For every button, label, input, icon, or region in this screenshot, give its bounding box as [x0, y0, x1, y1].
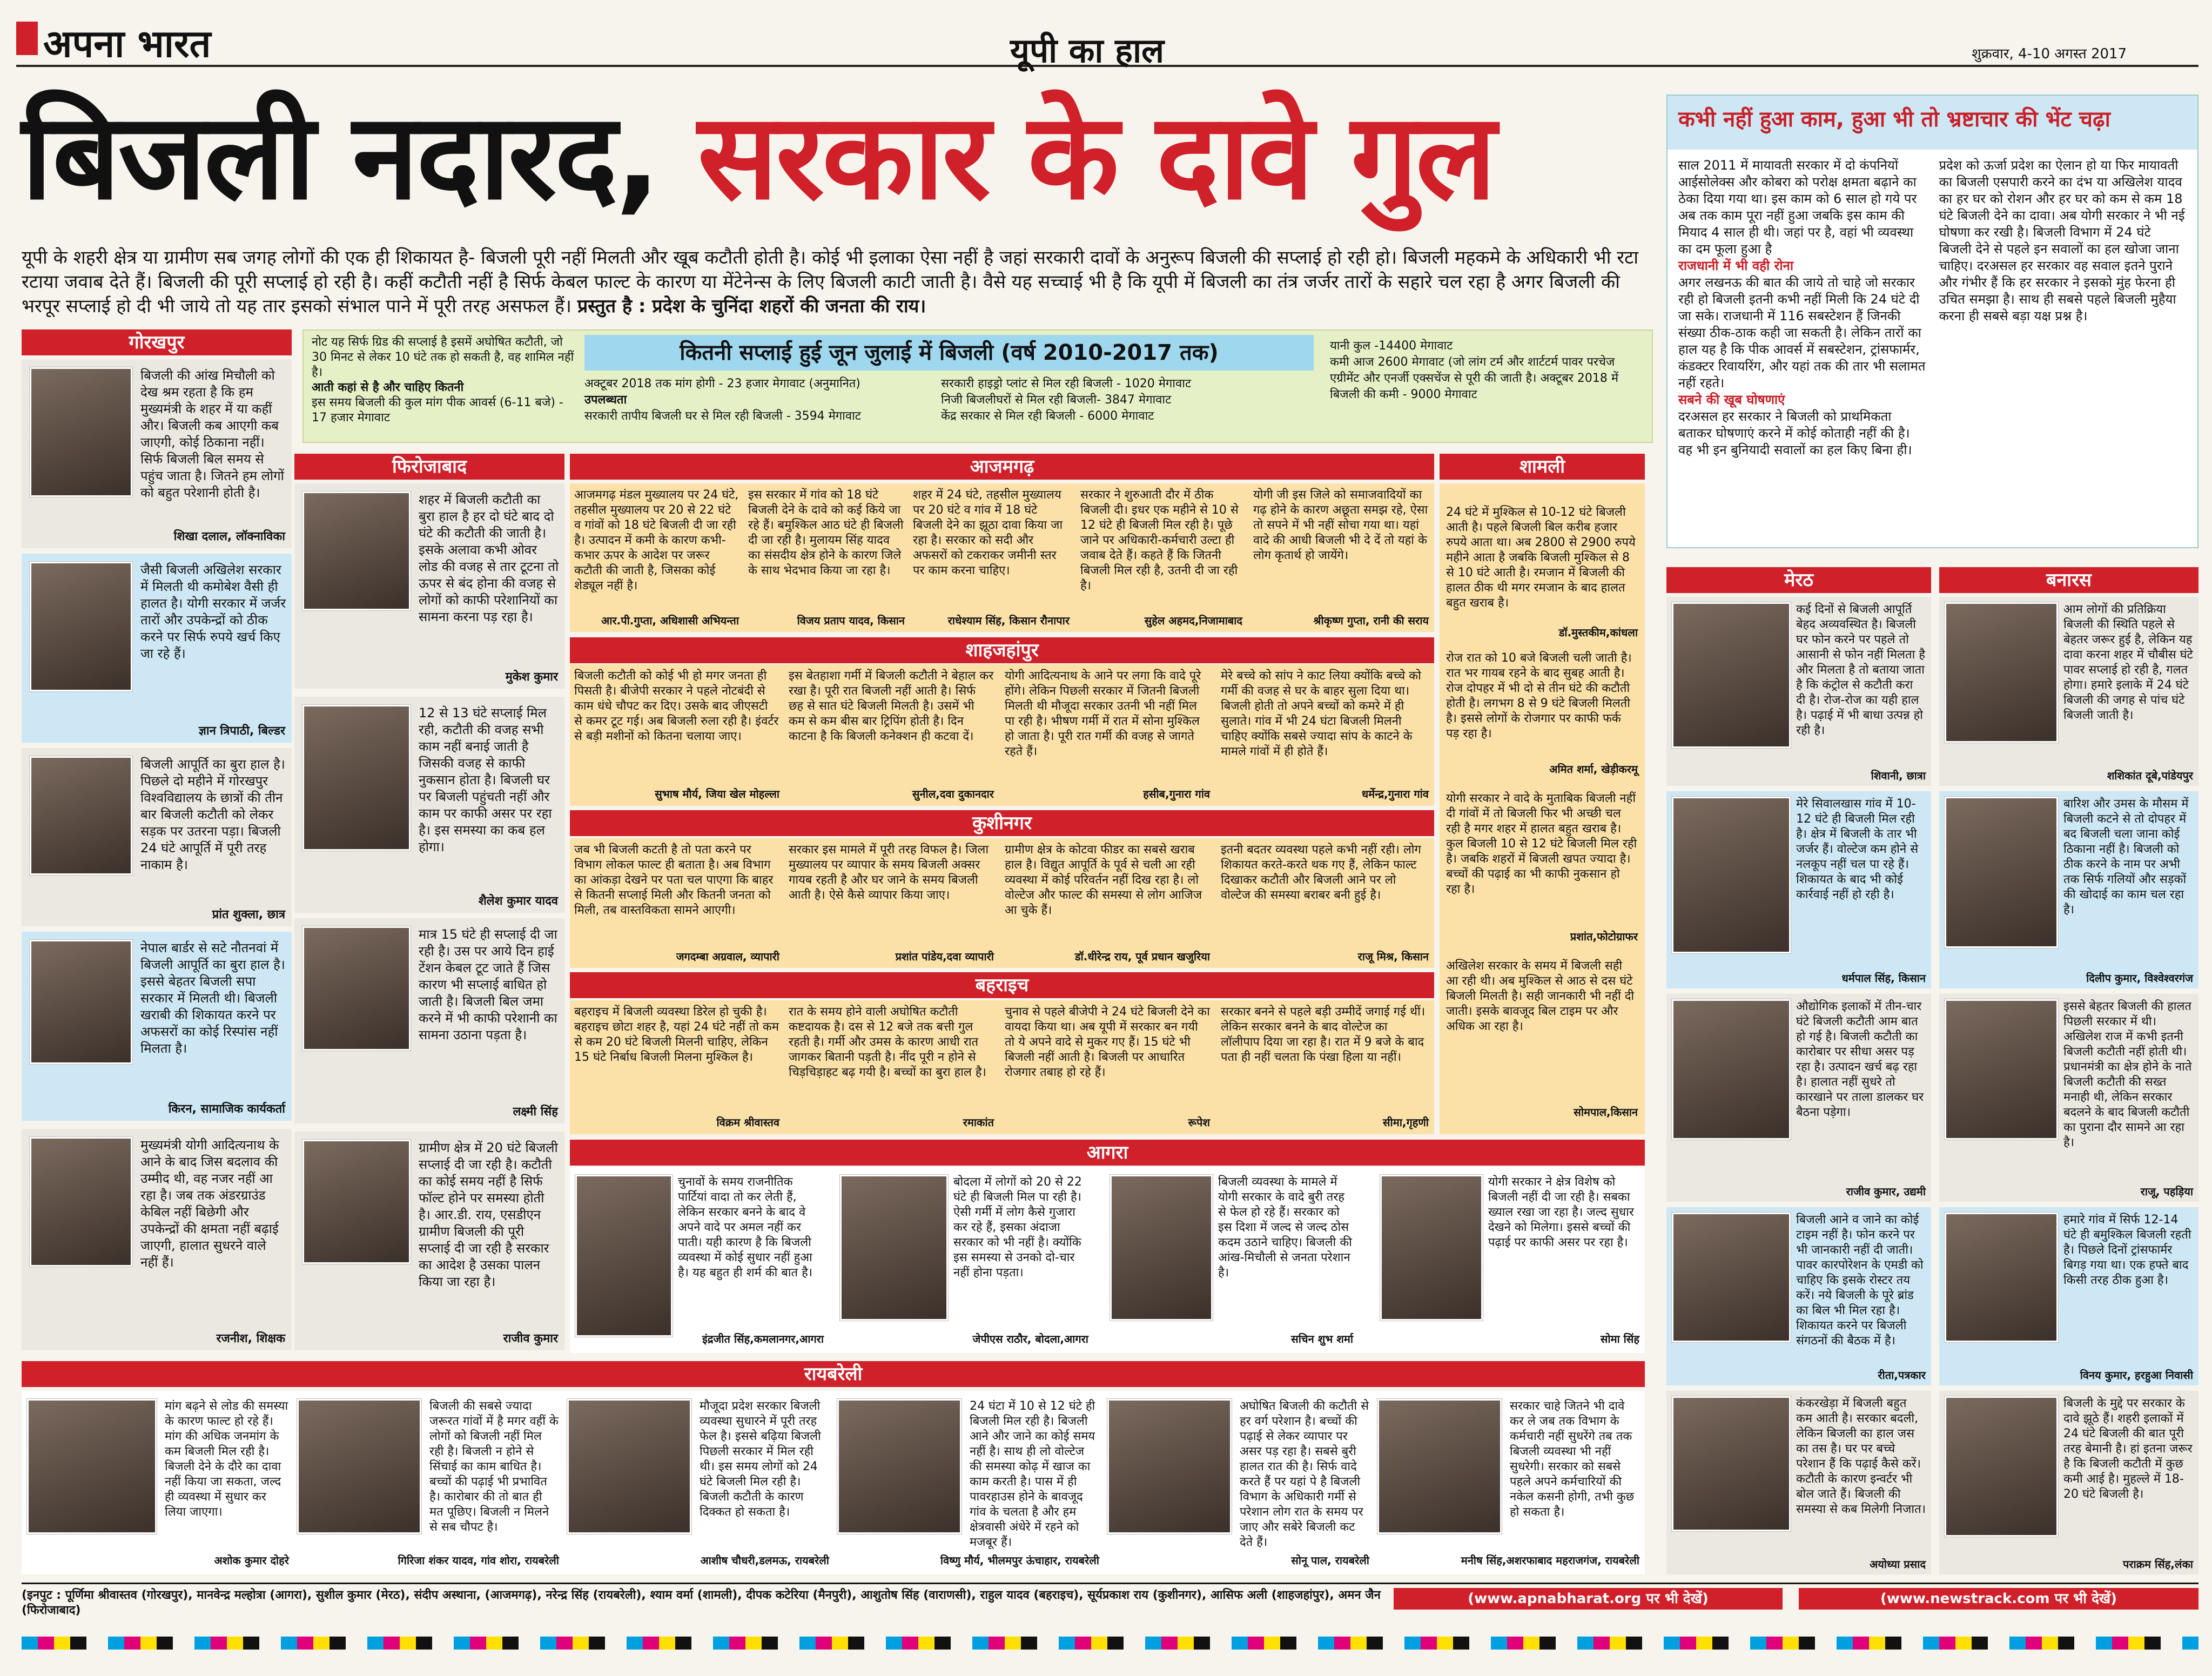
bahraich-panel — [570, 1000, 1434, 1134]
opinion-text: बोदला में लोगों को 20 से 22 घंटे ही बिजली मिल पा रही है। ऐसी गर्मी में लोग कैसे गुजारा कर रहे हैं, इसका अंदाजा सरकार को भी नहीं है। क्योंकि इस समस्या से उनको दो-चार नहीं होना पड़ता। — [953, 1175, 1082, 1280]
gorakhpur-card-2 — [22, 554, 292, 743]
opinion-name: इंद्रजीत सिंह,कमलानगर,आगरा — [702, 1332, 824, 1345]
firozabad-card-3 — [294, 918, 564, 1123]
opinion-name: रीता,पत्रकार — [1878, 1369, 1926, 1382]
opinion-name: शिखा दलाल, लॉक्नाविका — [173, 530, 285, 543]
opinion-name: मुकेश कुमार — [505, 670, 558, 684]
header-azamgarh: आजमगढ़ — [570, 454, 1434, 480]
opinion-text: आम लोगों की प्रतिक्रिया बिजली की स्थिति पहले से बेहतर जरूर हुई है, लेकिन यह दावा करना शहर में चौबीस घंटे पावर सप्लाई हो रही है, गलत होगा। हमारे इलाके में 24 घंटे बिजली की जगह से पांच घंटे बिजली जाती है। — [2063, 603, 2193, 722]
opinion-text: 12 से 13 घंटे सप्लाई मिल रही, कटौती की वजह सभी काम नहीं बनाई जाती है जिसकी वजह से काफी नुकसान होता है। बिजली घर पर बिजली पहुंचती नहीं और काम पर काफी असर पर रहा है। इस समस्या का कब हल होगा। — [419, 705, 552, 854]
avatar — [30, 562, 132, 691]
opinion-name: राजीव कुमार, उद्यमी — [1846, 1185, 1926, 1198]
firozabad-card-1 — [294, 483, 564, 689]
supply-note: नोट यह सिर्फ ग्रिड की सप्लाई है इसमें अघोषित कटौती, जो 30 मिनट से लेकर 10 घंटे तक हो सकती है, वह शामिल नहीं है। — [312, 335, 574, 379]
opinion-name: धर्मेन्द्र,गुनारा गांव — [1361, 787, 1429, 800]
avatar — [1110, 1175, 1213, 1321]
intro-text — [22, 246, 1658, 319]
avatar — [1380, 1175, 1483, 1321]
opinion-name: विष्णु मौर्य, भीलमपुर ऊंचाहार, रायबरेली — [940, 1554, 1099, 1567]
opinion-text: इस बेतहाशा गर्मी में बिजली कटौती ने बेहाल कर रखा है। पूरी रात बिजली नहीं आती है। सिर्फ छह से सात घंटे बिजली मिलती है। उसमें भी कम से कम बीस बार ट्रिपिंग होती है। दिन काटना है कि बिजली कनेक्शन ही कटवा दें। — [789, 669, 994, 743]
opinion-text: बिजली की सबसे ज्यादा जरूरत गांवों में है मगर वहीं के लोगों को बिजली नहीं मिल रही है। बिजली न होने से सिंचाई का काम बाधित है। बच्चों की पढ़ाई भी प्रभावित है। कारोबार की तो बात ही मत पूछिए। बिजली न मिलने से सब चौपट है। — [429, 1399, 559, 1534]
opinion-text: रोज रात को 10 बजे बिजली चली जाती है। रात भर गायब रहने के बाद सुबह आती है। रोज दोपहर में भी दो से तीन घंटे की कटौती होती है। लगभग 8 से 9 घंटे बिजली मिलती है। इससे लोगों के रोजगार पर काफी फर्क पड़ रहा है। — [1446, 651, 1632, 741]
avatar — [840, 1175, 948, 1321]
opinion-text: सरकार चाहे जितने भी दावे कर ले जब तक विभाग के कर्मचारी नहीं सुधरेंगे तब तक बिजली व्यवस्था भी नहीं सुधरेगी। सरकार को सबसे पहले अपने कर्मचारियों की नकेल कसनी होगी, तभी कुछ हो सकता है। — [1510, 1399, 1635, 1519]
avatar — [30, 1137, 132, 1267]
opinion-text: बिजली आपूर्ति का बुरा हाल है। पिछले दो महीने में गोरखपुर विश्वविद्यालय के छात्रों की तीन बार बिजली कटौती को लेकर सड़क पर उतरना पड़ा। बिजली 24 घंटे आपूर्ति में पूरी तरह नाकाम है। — [140, 757, 285, 872]
meerut-card-1 — [1666, 597, 1931, 786]
gorakhpur-card-3 — [22, 748, 292, 926]
header-raebareli: रायबरेली — [22, 1361, 1645, 1387]
opinion-name: शशिकांत दूबे,पांडेयपुर — [2107, 769, 2193, 782]
opinion-name: श्रीकृष्ण गुप्ता, रानी की सराय — [1313, 614, 1429, 627]
opinion-text: बारिश और उमस के मौसम में बिजली कटने से तो दोपहर में बद बिजली चला जाना कोई ठिकाना नहीं है। बिजली को ठीक करने के नाम पर अभी तक सिर्फ गलियों और सड़कों की खोदाई का काम चल रहा है। — [2063, 797, 2189, 917]
banaras-card-3 — [1939, 994, 2198, 1202]
opinion-text: सरकार इस मामले में पूरी तरह विफल है। जिला मुख्यालय पर व्यापार के समय बिजली अक्सर गायब रहती है और घर जाने के समय बिजली आती है। ऐसे कैसे व्यापार किया जाए। — [789, 843, 989, 902]
header-shamli: शामली — [1440, 454, 1645, 480]
azamgarh-panel — [570, 483, 1434, 632]
supply-short: कमी आज 2600 मेगावाट (जो लांग टर्म और शार्टटर्म पावर परचेज एग्रीमेंट और एनर्जी एक्सचेंज से पूरी की जाती है। अक्टूबर 2018 में बिजली की कमी - 9000 मेगावाट — [1330, 355, 1619, 401]
opinion-text: मौजूदा प्रदेश सरकार बिजली व्यवस्था सुधारने में पूरी तरह फेल है। इससे बढ़िया बिजली पिछली सरकार में मिल रही थी। इस समय लोगों को 24 घंटे बिजली मिल रही है। बिजली कटौती के कारण दिक्कत हो सकता है। — [700, 1399, 821, 1519]
opinion-name: अशोक कुमार दोहरे — [214, 1554, 289, 1567]
avatar — [302, 926, 411, 1051]
opinion-name: विनय कुमार, हरहुआ निवासी — [2080, 1369, 2193, 1382]
banaras-card-2 — [1939, 791, 2198, 988]
opinion-text: सरकार बनने से पहले बड़ी उम्मीदें जगाई गई थीं। लेकिन सरकार बनने के बाद वोल्टेज का लॉलीपाप दिया जा रहा है। रात में 9 बजे के बाद पता ही नहीं चलता कि पंखा हिला या नहीं। — [1221, 1005, 1426, 1064]
shamli-panel — [1440, 483, 1645, 1134]
avatar — [1107, 1399, 1232, 1534]
opinion-name: अयोध्या प्रसाद — [1869, 1558, 1926, 1571]
avatar — [27, 1399, 157, 1534]
avatar — [837, 1399, 962, 1534]
banaras-card-4 — [1939, 1207, 2198, 1385]
gorakhpur-card-4 — [22, 932, 292, 1121]
agra-panel — [570, 1167, 1645, 1353]
avatar — [297, 1399, 421, 1534]
avatar — [1672, 1396, 1791, 1531]
opinion-name: मनीष सिंह,अशरफाबाद महराजगंज, रायबरेली — [1461, 1554, 1639, 1567]
opinion-name: डॉ.धीरेन्द्र राय, पूर्व प्रधान खजुरिया — [1074, 950, 1210, 963]
opinion-name: हसीब,गुनारा गांव — [1143, 787, 1210, 800]
opinion-name: प्रांत शुक्ला, छात्र — [212, 908, 285, 921]
sidebar-col1c: दरअसल हर सरकार ने बिजली को प्राथमिकता बताकर घोषणाएं करने में कोई कोताही नहीं की है। वह भी इन बुनियादी सवालों का हल किए बिना ही। — [1678, 409, 1912, 457]
intro-credit: प्रस्तुत है : प्रदेश के चुनिंदा शहरों की जनता की राय। — [577, 295, 926, 317]
opinion-text: मेरे सिवालखास गांव में 10-12 घंटे ही बिजली मिल रही है। क्षेत्र में बिजली के तार भी जर्जर हैं। वोल्टेज कम होने से नलकूप नहीं चल पा रहे हैं। शिकायत के बाद भी कोई कार्रवाई नहीं हो रही है। — [1796, 797, 1919, 901]
opinion-name: राजू, पहड़िया — [2140, 1185, 2193, 1198]
opinion-name: राधेश्याम सिंह, किसान रौनापार — [947, 614, 1070, 627]
sidebar-col1-sub: राजधानी में भी वही रोना — [1678, 258, 1794, 273]
opinion-name: किरन, सामाजिक कार्यकर्ता — [168, 1102, 285, 1116]
opinion-name: पराक्रम सिंह,लंका — [2122, 1558, 2193, 1571]
firozabad-card-4 — [294, 1132, 564, 1350]
sidebar-col1-sub2: सबने की खूब घोषणाएं — [1678, 392, 1785, 407]
opinion-text: अखिलेश सरकार के समय में बिजली सही आ रही थी। अब मुश्किल से आठ से दस घंटे बिजली मिलती है। सही जानकारी भी नहीं दी जाती। इसके बावजूद बिल टाइम पर और अधिक आ रहा है। — [1446, 959, 1635, 1033]
opinion-text: हमारे गांव में सिर्फ 12-14 घंटे ही बमुश्किल बिजली रहती है। पिछले दिनों ट्रांसफार्मर बिगड़ गया था। एक हफ्ते बाद किसी तरह ठीक हुआ है। — [2063, 1213, 2191, 1287]
header-agra: आगरा — [570, 1140, 1645, 1166]
opinion-text: बिजली की आंख मिचौली को देख श्रम रहता है कि हम मुख्यमंत्री के शहर में या कहीं और। बिजली कब आएगी कब जाएगी, कोई ठिकाना नहीं। सिर्फ बिजली बिल समय से पहुंच जाता है। जितने हम लोगों को बहुत परेशानी होती है। — [140, 368, 284, 500]
avatar — [302, 705, 411, 851]
banaras-card-1 — [1939, 597, 2198, 786]
avatar — [1945, 1396, 2058, 1537]
opinion-text: योगी जी इस जिले को समाजवादियों का गढ़ होने के कारण अछूता समझ रहे, ऐसा तो सपने में भी नहीं सोचा गया था। यहां वादे की आधी बिजली भी दे दें तो यहां के लोग कृतार्थ हो जायेंगे। — [1253, 488, 1428, 562]
meerut-card-4 — [1666, 1207, 1931, 1385]
avatar — [30, 940, 132, 1064]
opinion-text: बहराइच में बिजली व्यवस्था डिरेल हो चुकी है। बहराइच छोटा शहर है, यहां 24 घंटे नहीं तो कम से कम 20 घंटे बिजली मिलनी चाहिए, लेकिन 15 घंटे निर्बाध बिजली मिलना मुश्किल है। — [574, 1005, 779, 1064]
banaras-card-5 — [1939, 1391, 2198, 1574]
opinion-name: अमित शर्मा, खेड़ीकरमू — [1549, 763, 1638, 776]
gorakhpur-card-5 — [22, 1129, 292, 1350]
headline-part1: बिजली नदारद, — [22, 87, 658, 226]
headline — [22, 87, 1494, 226]
supply-b1: अक्टूबर 2018 तक मांग होगी - 23 हजार मेगावाट (अनुमानित) — [584, 377, 860, 391]
footer-url-1[interactable]: (www.apnabharat.org पर भी देखें) — [1394, 1588, 1783, 1610]
registration-strip — [22, 1637, 2198, 1650]
opinion-text: मात्र 15 घंटे ही सप्लाई दी जा रही है। उस पर आये दिन हाई टेंशन केबल टूट जाते हैं जिस कारण भी सप्लाई बाधित हो जाती है। बिजली बिल जमा करने में भी काफी परेशानी का सामना उठाना पड़ता है। — [419, 927, 557, 1042]
opinion-name: सचिन शुभ शर्मा — [1291, 1332, 1353, 1345]
header-gorakhpur: गोरखपुर — [22, 329, 292, 355]
opinion-text: मेरे बच्चे को सांप ने काट लिया क्योंकि बच्चे को गर्मी की वजह से घर के बाहर सुला दिया था। बिजली होती तो अपने बच्चों को कमरे में ही सुलाते। गांव में भी 24 घंटा बिजली मिलनी चाहिए क्योंकि सबसे ज्यादा सांप के काटने के मामले गांवों में ही होते हैं। — [1221, 669, 1421, 758]
opinion-text: योगी सरकार ने क्षेत्र विशेष को बिजली नहीं दी जा रही है। सबका ख्याल रखा जा रहा है। जल्द सुधार देखने को मिलेगा। इससे बच्चों की पढ़ाई पर काफी असर पर रहा है। — [1488, 1175, 1634, 1249]
date: शुक्रवार, 4-10 अगस्त 2017 — [1972, 46, 2127, 62]
supply-need-title: आती कहां से है और चाहिए कितनी — [312, 381, 464, 394]
opinion-text: आजमगढ़ मंडल मुख्यालय पर 24 घंटे, तहसील मुख्यालय पर 20 से 22 घंटे व गांवों को 18 घंटे बिजली दी जा रही है। उत्पादन में कमी के कारण कभी-कभार ऊपर के आदेश पर जरूर कटौती की जाती है, जिसका कोई शेड्यूल नहीं है। — [574, 488, 739, 593]
supply-box — [302, 329, 1653, 443]
opinion-text: बिजली के मुद्दे पर सरकार के दावे झूठे हैं। शहरी इलाकों में 24 घंटे बिजली की बात पूरी तरह बेमानी है। हां इतना जरूर है कि बिजली कटौती में कुछ कमी आई है। मुहल्ले में 18-20 घंटे बिजली है। — [2063, 1397, 2193, 1501]
opinion-name: रमाकांत — [963, 1116, 994, 1129]
opinion-text: बिजली आने व जाने का कोई टाइम नहीं है। फोन करने पर भी जानकारी नहीं दी जाती। पावर कारपोरेशन के एमडी को चाहिए कि इसके रोस्टर तय करें। नये बिजली के पूरे ब्रांड का बिल भी मिल रहा है। शिकायत करने पर बिजली संगठनों की बैठक में है। — [1796, 1213, 1924, 1348]
opinion-name: सुनील,दवा दुकानदार — [912, 787, 994, 800]
opinion-text: 24 घंटा में 10 से 12 घंटे ही बिजली मिल रही है। बिजली आने और जाने का कोई समय नहीं है। साथ ही लो वोल्टेज की समस्या कोढ़ में खाज का काम करती है। पास में ही पावरहाउस होने के बावजूद गांव के चलता है और हम क्षेत्रवासी अंधेरे में रहने को मजबूर हैं। — [970, 1399, 1095, 1549]
header-shahjahanpur: शाहजहांपुर — [570, 637, 1434, 663]
supply-b3: सरकारी हाइड्रो प्लांट से मिल रही बिजली - 1020 मेगावाट — [941, 377, 1192, 391]
opinion-text: इससे बेहतर बिजली की हालत पिछली सरकार में थी। अखिलेश राज में कभी इतनी बिजली कटौती नहीं होती थी। प्रधानमंत्री का क्षेत्र होने के नाते बिजली कटौती की सख्त मनाही थी, लेकिन सरकार बदलने के बाद बिजली कटौती का पुराना दौर सामने आ रहा है। — [2063, 1000, 2192, 1149]
avatar — [1945, 797, 2058, 948]
gorakhpur-card-1 — [22, 359, 292, 548]
opinion-text: नेपाल बार्डर से सटे नौतनवां में बिजली आपूर्ति का बुरा हाल है। इससे बेहतर बिजली सपा सरकार में मिलती थी। बिजली खराबी की शिकायत करने पर अफसरों का कोई रिस्पांस नहीं मिलता है। — [140, 940, 285, 1056]
opinion-text: इतनी बदतर व्यवस्था पहले कभी नहीं रही। लोग शिकायत करते-करते थक गए हैं, लेकिन फाल्ट दिखाकर कटौती और बिजली आने पर लो वोल्टेज की समस्या बराबर बनी हुई है। — [1221, 843, 1421, 902]
opinion-text: बिजली व्यवस्था के मामले में योगी सरकार के वादे बुरी तरह से फेल हो रहे हैं। सरकार को इस दिशा में जल्द से जल्द ठोस कदम उठाने चाहिए। बिजली की आंख-मिचौली से जनता परेशान है। — [1218, 1175, 1352, 1280]
opinion-name: शिवानी, छात्रा — [1871, 769, 1926, 782]
avatar — [1377, 1399, 1502, 1534]
opinion-text: जब भी बिजली कटती है तो पता करने पर विभाग लोकल फाल्ट ही बताता है। अब विभाग का आंकड़ा देखने पर पता चल पाएगा कि बाहर से कितनी सप्लाई मिली और कितनी जनता को मिली, तब वास्तविकता सामने आएगी। — [574, 843, 774, 917]
avatar — [30, 367, 132, 497]
opinion-name: जेपीएस राठौर, बोदला,आगरा — [972, 1332, 1088, 1345]
opinion-text: योगी सरकार ने वादे के मुताबिक बिजली नहीं दी गांवों में तो बिजली फिर भी अच्छी चल रही है मगर शहर में हालत बहुत खराब है। कुल बिजली 10 से 12 घंटे बिजली मिल रही है। जबकि शहरों में बिजली खपत ज्यादा है। बच्चों की पढ़ाई का भी काफी नुकसान हो रहा है। — [1446, 792, 1637, 896]
avatar — [1945, 602, 2058, 743]
meerut-card-2 — [1666, 791, 1931, 988]
supply-b5: केंद्र सरकार से मिल रही बिजली - 6000 मेगावाट — [941, 409, 1154, 423]
supply-total: यानी कुल -14400 मेगावाट — [1330, 339, 1453, 353]
opinion-text: जैसी बिजली अखिलेश सरकार में मिलती थी कमोबेश वैसी ही हालत है। योगी सरकार में जर्जर तारों और उपकेन्द्रों को ठीक करने पर सिर्फ रुपये खर्च किए जा रहे हैं। — [140, 562, 286, 661]
opinion-name: राजू मिश्र, किसान — [1357, 950, 1429, 963]
avatar — [302, 492, 411, 610]
opinion-text: शहर में बिजली कटौती का बुरा हाल है हर दो घंटे बाद दो घंटे की कटौती की जाती है। इसके अलावा कभी ओवर लोड की वजह से तार टूटना तो ऊपर से बंद होना की वजह से लोगों को काफी परेशानियों का सामना करना पड़ रहा है। — [419, 492, 559, 624]
intro-body: यूपी के शहरी क्षेत्र या ग्रामीण सब जगह लोगों की एक ही शिकायत है- बिजली पूरी नहीं मिलती और खूब कटौती होती है। कोई भी इलाका ऐसा नहीं है जहां सरकारी दावों के अनुरूप बिजली की सप्लाई हो रही हो। बिजली महकमे के अधिकारी भी रटा रटाया जवाब देते हैं। बिजली की पूरी सप्लाई हो रही है। कहीं कटौती नहीं है सिर्फ केबल फाल्ट के कारण या मेंटेनेन्स के लिए बिजली काटी जाती है। वैसे यह सच्चाई भी है कि यूपी में बिजली का तंत्र जर्जर तारों के सहारे चल रहा है अगर बिजली की भरपूर सप्लाई हो दी भी जाये तो यह तार इसको संभाल पाने में पूरी तरह असफल हैं। — [22, 247, 1639, 317]
sidebar-title: कभी नहीं हुआ काम, हुआ भी तो भ्रष्टाचार की भेंट चढ़ा — [1668, 96, 2197, 150]
opinion-name: रूपेश — [1188, 1116, 1210, 1129]
opinion-name: धर्मपाल सिंह, किसान — [1841, 972, 1926, 985]
supply-b1h: उपलब्धता — [584, 393, 627, 407]
header-bahraich: बहराइच — [570, 972, 1434, 998]
avatar — [1945, 999, 2058, 1140]
footer-url-2[interactable]: (www.newstrack.com पर भी देखें) — [1799, 1588, 2198, 1610]
opinion-text: औद्योगिक इलाकों में तीन-चार घंटे बिजली कटौती आम बात हो गई है। बिजली कटौती का कारोबार पर सीधा असर पड़ रहा है। उत्पादन खर्च बढ़ रहा है। हालात नहीं सुधरे तो कारखाने पर ताला डालकर घर बैठना पड़ेगा। — [1796, 1000, 1924, 1119]
meerut-card-3 — [1666, 994, 1931, 1202]
shahjahanpur-panel — [570, 664, 1434, 806]
opinion-name: सोमा सिंह — [1600, 1332, 1639, 1345]
opinion-name: जगदम्बा अग्रवाल, व्यापारी — [676, 950, 779, 963]
opinion-name: विक्रम श्रीवास्तव — [716, 1116, 779, 1129]
footer-credits: (इनपुट : पूर्णिमा श्रीवास्तव (गोरखपुर), मानवेन्द्र मल्होत्रा (आगरा), सुशील कुमार (मेरठ), संदीप अस्थाना, (आजमगढ़), नरेन्द्र सिंह (रायबरेली), श्याम वर्मा (शामली), दीपक कटेरिया (मैनपुरी), आशुतोष सिंह (वाराणसी), राहुल यादव (बहराइच), सूर्यप्रकाश राय (कुशीनगर), आसिफ अली (शाहजहांपुर), अमन जैन (फिरोजाबाद) — [22, 1589, 1381, 1617]
opinion-name: आर.पी.गुप्ता, अधिशासी अभियन्ता — [601, 614, 739, 627]
opinion-name: सीमा,गृहणी — [1383, 1116, 1429, 1129]
avatar — [575, 1175, 673, 1337]
opinion-text: मांग बढ़ने से लोड की समस्या के कारण फाल्ट हो रहे हैं। मांग की अधिक जनमांग के कम बिजली मिल रही है। बिजली देने के दौरे का दावा नहीं किया जा सकता, जल्द ही व्यवस्था में सुधार कर लिया जाएगा। — [165, 1399, 288, 1519]
opinion-text: योगी आदित्यनाथ के आने पर लगा कि वादे पूरे होंगे। लेकिन पिछली सरकार में जितनी बिजली मिलती थी मौजूदा सरकार उतनी भी नहीं मिल पा रही है। भीषण गर्मी में रात में सोना मुश्किल हो जाता है। पूरी रात गर्मी की वजह से जागते रहते हैं। — [1005, 669, 1201, 758]
opinion-name: डॉ.मुस्तकीम,कांधला — [1558, 626, 1638, 639]
opinion-text: 24 घंटे में मुश्किल से 10-12 घंटे बिजली आती है। पहले बिजली बिल करीब हजार रुपये आता था। अब 2800 से 2900 रुपये महीने आता है जबकि बिजली मुश्किल से 8 से 10 घंटे आती है। रमजान में बिजली की हालत ठीक थी मगर रमजान के बाद हालत बहुत खराब है। — [1446, 506, 1636, 610]
opinion-text: चुनावों के समय राजनीतिक पार्टियां वादा तो कर लेती हैं, लेकिन सरकार बनने के बाद वे अपने वादे पर अमल नहीं कर पाती। यही कारण है कि बिजली व्यवस्था में कोई सुधार नहीं हुआ है। यह बहुत ही शर्म की बात है। — [678, 1175, 813, 1280]
avatar — [302, 1140, 411, 1264]
section-title: यूपी का हाल — [1010, 31, 1165, 70]
avatar — [1672, 602, 1791, 748]
header-meerut: मेरठ — [1666, 567, 1931, 593]
opinion-name: सोनू पाल, रायबरेली — [1291, 1554, 1369, 1567]
headline-part2: सरकार के दावे गुल — [697, 87, 1494, 226]
sidebar-col2: प्रदेश को ऊर्जा प्रदेश का ऐलान हो या फिर मायावती का बिजली एसपारी करने का दंभ या अखिलेश यादव का हर घर को रोशन और हर घर को कम से कम 18 घंटे बिजली देने का दावा। अब योगी सरकार ने भी नई घोषणा कर रखी है। बिजली विभाग में 24 घंटे बिजली देने से पहले इन सवालों का हल खोजा जाना चाहिए। दरअसल हर सरकार वह सवाल इतने पुराने और गंभीर हैं कि हर सरकार ने इसको मुंह फेरना ही उचित समझा है। साथ ही सबसे पहले बिजली मुहैया करना ही सबसे बड़ा यक्ष प्रश्न है। — [1939, 158, 2185, 324]
opinion-text: मुख्यमंत्री योगी आदित्यनाथ के आने के बाद जिस बदलाव की उम्मीद थी, वह नजर नहीं आ रहा है। जब तक अंडरग्राउंड केबिल नहीं बिछेगी और उपकेन्द्रों की क्षमता नहीं बढ़ाई जाएगी, हालात सुधरने वाले नहीं हैं। — [140, 1137, 279, 1270]
opinion-text: कंकरखेड़ा में बिजली बहुत कम आती है। सरकार बदली, लेकिन बिजली का हाल जस का तस है। घर पर बच्चे परेशान हैं कि पढ़ाई कैसे करें। कटौती के कारण इन्वर्टर भी बोल जाते हैं। बिजली की समस्या से कब मिलेगी निजात। — [1796, 1397, 1926, 1516]
raebareli-panel — [22, 1391, 1645, 1574]
opinion-name: प्रशांत पांडेय,दवा व्यापारी — [895, 950, 994, 963]
firozabad-card-2 — [294, 697, 564, 913]
opinion-text: कई दिनों से बिजली आपूर्ति बेहद अव्यवस्थित है। बिजली घर फोन करने पर पहले तो आसानी से फोन नहीं मिलता है और मिलता है तो बताया जाता है कि कंट्रोल से कटौती करा दी है। रोज-रोज का यही हाल है। पढ़ाई में भी बाधा उत्पन्न हो रही है। — [1796, 603, 1925, 737]
sidebar-box — [1666, 95, 2198, 548]
avatar — [30, 756, 132, 875]
supply-title: कितनी सप्लाई हुई जून जुलाई में बिजली (वर्ष 2010-2017 तक) — [584, 335, 1314, 371]
logo-block — [16, 22, 38, 55]
header-kushinagar: कुशीनगर — [570, 810, 1434, 836]
supply-b2: सरकारी तापीय बिजली घर से मिल रही बिजली - 3594 मेगावाट — [584, 409, 861, 423]
opinion-name: रजनीश, शिक्षक — [216, 1332, 285, 1345]
header-firozabad: फिरोजाबाद — [294, 454, 564, 480]
avatar — [1945, 1213, 2058, 1342]
opinion-text: चुनाव से पहले बीजेपी ने 24 घंटे बिजली देने का वायदा किया था। अब यूपी में सरकार बन गयी तो ये अपने वादे से मुकर गए हैं। 15 घंटे भी बिजली नहीं आती है। बिजली पर आधारित रोजगार तबाह हो रहे हैं। — [1005, 1005, 1210, 1079]
opinion-name: गिरिजा शंकर यादव, गांव शोरा, रायबरेली — [398, 1554, 559, 1567]
opinion-text: अघोषित बिजली की कटौती से हर वर्ग परेशान है। बच्चों की पढ़ाई से लेकर व्यापार पर असर पड़ रहा है। सबसे बुरी हालत रात की है। सिर्फ वादे करते हैं पर यहां पे है बिजली विभाग के अधिकारी गर्मी से परेशान लोग रात के समय पर जाए और सबेरे बिजली कट देते हैं। — [1240, 1399, 1369, 1549]
footer-rule — [22, 1583, 2198, 1584]
opinion-text: ग्रामीण क्षेत्र में 20 घंटे बिजली सप्लाई दी जा रही है। कटौती का कोई समय नहीं है सिर्फ फॉल्ट होने पर समस्या होती है। आर.डी. राय, एसडीएन ग्रामीण बिजली की पूरी सप्लाई दी जा रही है सरकार का आदेश है उसका पालन किया जा रहा है। — [419, 1140, 558, 1289]
opinion-name: आशीष चौधरी,डलमऊ, रायबरेली — [700, 1554, 829, 1567]
opinion-name: ज्ञान त्रिपाठी, बिल्डर — [198, 724, 285, 738]
supply-need1: इस समय बिजली की कुल मांग पीक आवर्स (6-11 बजे) - 17 हजार मेगावाट — [312, 396, 563, 425]
opinion-name: दिलीप कुमार, विश्वेश्वरगंज — [2086, 972, 2193, 985]
opinion-text: ग्रामीण क्षेत्र के कोटवा फीडर का सबसे खराब हाल है। विद्युत आपूर्ति के पूर्व से चली आ रही व्यवस्था में कोई परिवर्तन नहीं दिख रहा है। लो वोल्टेज और फाल्ट की समस्या से लोग आजिज आ चुके हैं। — [1005, 843, 1202, 917]
avatar — [567, 1399, 691, 1534]
opinion-text: रात के समय होने वाली अघोषित कटौती कष्टदायक है। दस से 12 बजे तक बत्ती गुल रहती है। गर्मी और उमस के कारण आधी रात जागकर बितानी पड़ती है। नींद पूरी न होने से चिड़चिड़ाहट बढ़ गयी है। बच्चों का बुरा हाल है। — [789, 1005, 986, 1079]
opinion-name: सुहेल अहमद,निजामाबाद — [1144, 614, 1242, 627]
opinion-text: सरकार ने शुरुआती दौर में ठीक बिजली दी। इधर एक महीने से 10 से 12 घंटे ही बिजली मिल रही है। पूछे जाने पर अधिकारी-कर्मचारी उल्टा ही जवाब देते हैं। कहते हैं कि जितनी बिजली मिल रही है, उतनी दी जा रही है। — [1080, 488, 1239, 593]
meerut-card-5 — [1666, 1391, 1931, 1574]
sidebar-col1b: अगर लखनऊ की बात की जाये तो चाहे जो सरकार रही हो बिजली इतनी कभी नहीं मिली कि 24 घंटे दी जा सके। राजधानी में 116 सबस्टेशन हैं जिनकी संख्या ठीक-ठाक कही जा सकती है। लेकिन तारों का हाल यह है कि पीक आवर्स में सबस्टेशन, ट्रांसफार्मर, कंडक्टर रिवायरिंग, और यहां तक की तार भी सलामत नहीं रहते। — [1678, 275, 1926, 391]
opinion-name: लक्ष्मी सिंह — [513, 1105, 558, 1119]
opinion-name: सुभाष मौर्य, जिया खेल मोहल्ला — [655, 787, 779, 800]
header-banaras: बनारस — [1939, 567, 2198, 593]
opinion-name: प्रशांत,फोटोग्राफर — [1570, 930, 1638, 943]
sidebar-col1: साल 2011 में मायावती सरकार में दो कंपनियों आईसोलेक्स और कोबरा को परोक्ष क्षमता बढ़ाने का ठेका दिया गया था। इस काम को 6 साल हो गये पर अब तक काम पूरा नहीं हुआ जबकि इस काम की मियाद 4 साल ही थी। जहां पर है, वहां भी व्यवस्था का दम फूला हुआ है — [1678, 158, 1917, 257]
avatar — [1672, 1213, 1791, 1342]
supply-b4: निजी बिजलीघरों से मिल रही बिजली- 3847 मेगावाट — [941, 393, 1172, 407]
opinion-name: सोमपाल,किसान — [1574, 1106, 1638, 1119]
opinion-name: राजीव कुमार — [503, 1332, 558, 1345]
opinion-name: विजय प्रताप यादव, किसान — [797, 614, 905, 627]
opinion-text: बिजली कटौती को कोई भी हो मगर जनता ही पिसती है। बीजेपी सरकार ने पहले नोटबंदी से काम धंधे चौपट कर दिए। उसके बाद जीएसटी से कमर टूट गई। अब बिजली रुला रही है। इंवर्टर से बड़ी मशीनों को कितना चलाया जाए। — [574, 669, 779, 743]
opinion-text: इस सरकार में गांव को 18 घंटे बिजली देने के दावे को कई किये जा रहे हैं। बमुश्किल आठ घंटे ही बिजली दी जा रही है। मुलायम सिंह यादव का संसदीय क्षेत्र होने के कारण जिले के साथ भेदभाव किया जा रहा है। — [748, 488, 904, 577]
opinion-name: शैलेश कुमार यादव — [478, 894, 558, 908]
avatar — [1672, 797, 1791, 953]
opinion-text: शहर में 24 घंटे, तहसील मुख्यालय पर 20 घंटे व गांव में 18 घंटे बिजली देने का झूठा दावा किया जा रहा है। सरकार को सदी और अफसरों को टकराकर जमीनी स्तर पर काम करना चाहिए। — [913, 488, 1063, 577]
avatar — [1672, 999, 1791, 1140]
logo: अपना भारत — [43, 22, 211, 66]
kushinagar-panel — [570, 838, 1434, 968]
